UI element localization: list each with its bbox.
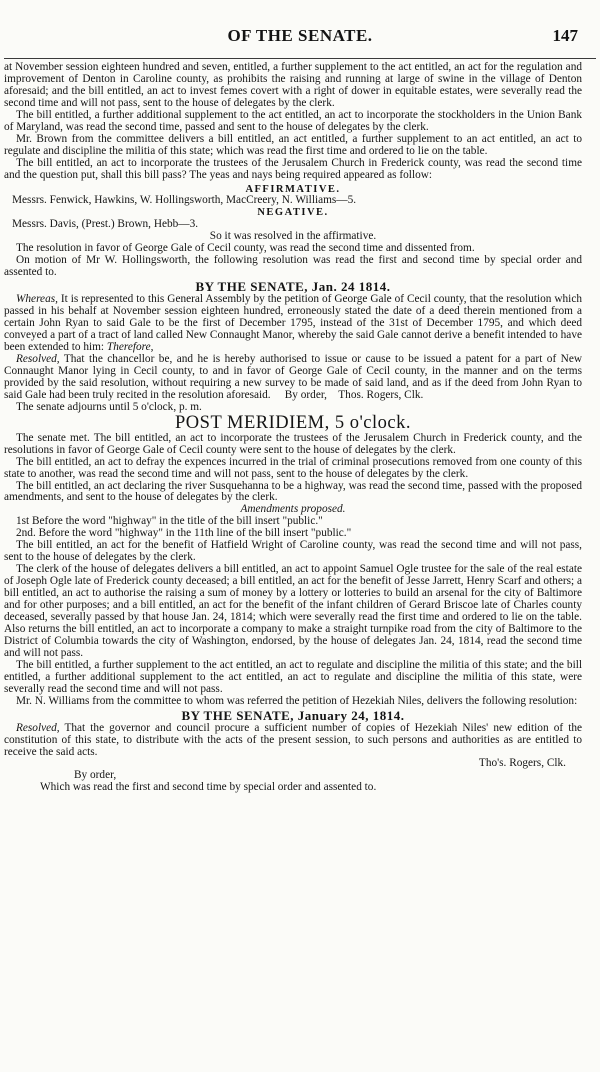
resolution-heading: BY THE SENATE, January 24, 1814. [181, 707, 405, 723]
paragraph: The resolution in favor of George Gale of Cecil county, was read the second time and dissented from. [16, 242, 475, 255]
by-order: By order, [74, 769, 117, 782]
resolved-text: That the chancellor be, and he is hereby authorised to issue or cause to be issued a patent for a part of New Connaught Manor lying in Cecil county, to and in favor of George Gale of Cecil county, in the manner and on the terms provided by the said resolution, without requiring a new survey to be made of said land, and as if the deed from John Ryan to said Gale had been truly recited in the resolution aforesaid. [4, 352, 582, 401]
paragraph: The bill entitled, an act to incorporate the trustees of the Jerusalem Church in Frederick county, was read the second time and the question put, shall this bill pass? The yeas and nays being required appeared as follow: [4, 156, 582, 181]
resolved-lead: Resolved, [16, 352, 60, 365]
paragraph: On motion of Mr W. Hollingsworth, the following resolution was read the first and second time by special order and assented to. [4, 254, 582, 279]
negative-names: Messrs. Davis, (Prest.) Brown, Hebb—3. [12, 218, 199, 231]
vote-result: So it was resolved in the affirmative. [209, 230, 377, 243]
amendment-item: 1st Before the word "highway" in the title of the bill insert "public." [16, 515, 323, 528]
paragraph: Mr. Brown from the committee delivers a bill entitled, an act entitled, a further supplement to an act entitled, an act to regulate and discipline the militia of this state; which was read the first time and ordered to lie on the table. [4, 132, 582, 157]
page-header [0, 26, 600, 56]
adjourn-line: The senate adjourns until 5 o'clock, p. m. [16, 400, 202, 413]
session-heading: POST MERIDIEM, 5 o'clock. [175, 412, 411, 433]
running-title: OF THE SENATE. [227, 26, 373, 45]
resolved-text: That the governor and council procure a sufficient number of copies of Hezekiah Niles' new edition of the constitution of this state, to distribute with the acts of the present session, to such persons and authorities as are entitled to receive the said acts. [4, 721, 582, 758]
whereas-lead: Whereas, [16, 293, 58, 306]
affirmative-names: Messrs. Fenwick, Hawkins, W. Hollingsworth, MacCreery, N. Williams—5. [12, 194, 357, 207]
page-number: 147 [552, 26, 578, 45]
paragraph: The bill entitled, an act to defray the expences incurred in the trial of criminal prosecutions removed from one county of this state to another, was read the second time and will not pass, sent to the house of delegates by the clerk. [4, 455, 582, 480]
clerk-signature: Thos. Rogers, Clk. [338, 388, 424, 401]
amendment-item: 2nd. Before the word "highway" in the 11th line of the bill insert "public." [16, 527, 352, 540]
resolution-heading: BY THE SENATE, Jan. 24 1814. [195, 279, 391, 295]
by-order: By order, [284, 388, 327, 401]
journal-text [4, 62, 582, 794]
resolved-lead: Resolved, [16, 721, 60, 734]
paragraph: The senate met. The bill entitled, an act to incorporate the trustees of the Jerusalem Church in Frederick county, and the resolutions in favor of George Gale of Cecil county were sent to the house of delegates by the clerk. [4, 431, 582, 456]
whereas-paragraph [4, 294, 582, 354]
paragraph: The bill entitled, an act declaring the river Susquehanna to be a highway, was read the second time, passed with the proposed amendments, and sent to the house of delegates by the clerk. [4, 479, 582, 504]
negative-heading: NEGATIVE. [257, 207, 329, 219]
paragraph: at November session eighteen hundred and seven, entitled, a further supplement to the act entitled, an act for the regulation and improvement of Denton in Caroline county, as prohibits the raising and running at large of swine in the village of Denton aforesaid; and the bill entitled, an act to invest femes covert with a right of dower in equitable estates, were severally read the second time and will not pass, sent to the house of delegates by the clerk. [4, 61, 582, 109]
paragraph: The clerk of the house of delegates delivers a bill entitled, an act to appoint Samuel Ogle trustee for the sale of the real estate of Joseph Ogle late of Frederick county deceased; a bill entitled, an act for the benefit of Jesse Jarrett, Henry Scarf and others; a bill entitled, an act to authorise the raising a sum of money by a lottery or lotteries to build an arsenal for the city of Baltimore and for other purposes; and a bill entitled, an act for the benefit of the infant children of Gerard Briscoe late of Charles county deceased, severally passed by that house Jan. 24, 1814; which were severally read the first time and ordered to lie on the table. Also returns the bill entitled, an act to incorporate a company to make a straight turnpike road from the city of Baltimore to the District of Columbia towards the city of Washington, endorsed, by the house of delegates Jan. 24, 1814, read the second time and will not pass. [4, 563, 582, 659]
paragraph: The bill entitled, an act for the benefit of Hatfield Wright of Caroline county, was read the second time and will not pass, sent to the house of delegates by the clerk. [4, 539, 582, 564]
closing-line: Which was read the first and second time by special order and assented to. [40, 781, 377, 794]
resolved-paragraph [4, 723, 582, 759]
amendments-heading: Amendments proposed. [240, 503, 346, 516]
clerk-signature: Tho's. Rogers, Clk. [478, 757, 566, 770]
resolved-paragraph [4, 354, 582, 402]
paragraph: Mr. N. Williams from the committee to whom was referred the petition of Hezekiah Niles, delivers the following resolution: [16, 694, 578, 707]
paragraph: The bill entitled, a further supplement to the act entitled, an act to regulate and discipline the militia of this state; and the bill entitled, a further additional supplement to the act entitled, an act to regulate and discipline the militia of this state, were severally read the second time and will not pass. [4, 658, 582, 695]
affirmative-heading: AFFIRMATIVE. [245, 183, 341, 195]
paragraph: The bill entitled, a further additional supplement to the act entitled, an act to incorporate the stockholders in the Union Bank of Maryland, was read the second time, passed and sent to the house of delegates by the clerk. [4, 108, 582, 133]
whereas-text: It is represented to this General Assembly by the petition of George Gale of Cecil county, that the resolution which passed in his behalf at November session eighteen hundred, erroneously stated the date of a deed therein mentioned from a certain John Ryan to said Gale to be the first of December 1795, instead of the 31st of December 1795, and which deed conveyed a part of a tract of land called New Connaught Manor, whereby the said Gale cannot derive a benefit intended to have been extended to him: [4, 293, 582, 353]
header-rule [4, 58, 596, 59]
therefore-word: Therefore, [106, 340, 154, 353]
